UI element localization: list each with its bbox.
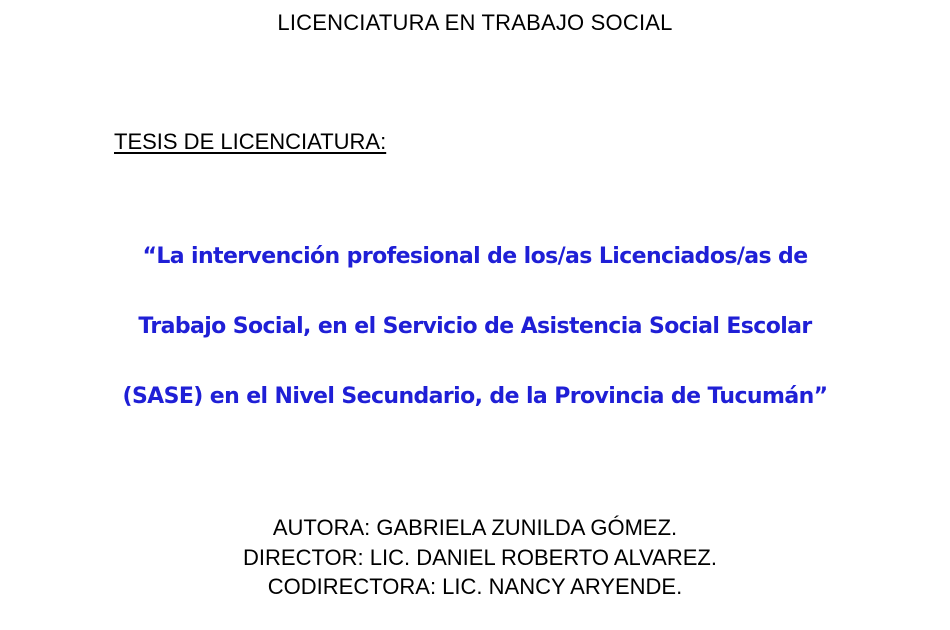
author-credit: AUTORA: GABRIELA ZUNILDA GÓMEZ. [272, 515, 678, 540]
thesis-title-line-2: Trabajo Social, en el Servicio de Asistencia Social Escolar [138, 314, 812, 339]
program-name: LICENCIATURA EN TRABAJO SOCIAL [277, 10, 673, 35]
thesis-label: TESIS DE LICENCIATURA: [114, 129, 387, 154]
director-credit: DIRECTOR: LIC. DANIEL ROBERTO ALVAREZ. [243, 545, 717, 570]
thesis-title-line-1: “La intervención profesional de los/as Licenciados/as de [142, 244, 808, 269]
codirector-credit: CODIRECTORA: LIC. NANCY ARYENDE. [267, 574, 683, 599]
thesis-title-line-3: (SASE) en el Nivel Secundario, de la Provincia de Tucumán” [122, 384, 828, 409]
